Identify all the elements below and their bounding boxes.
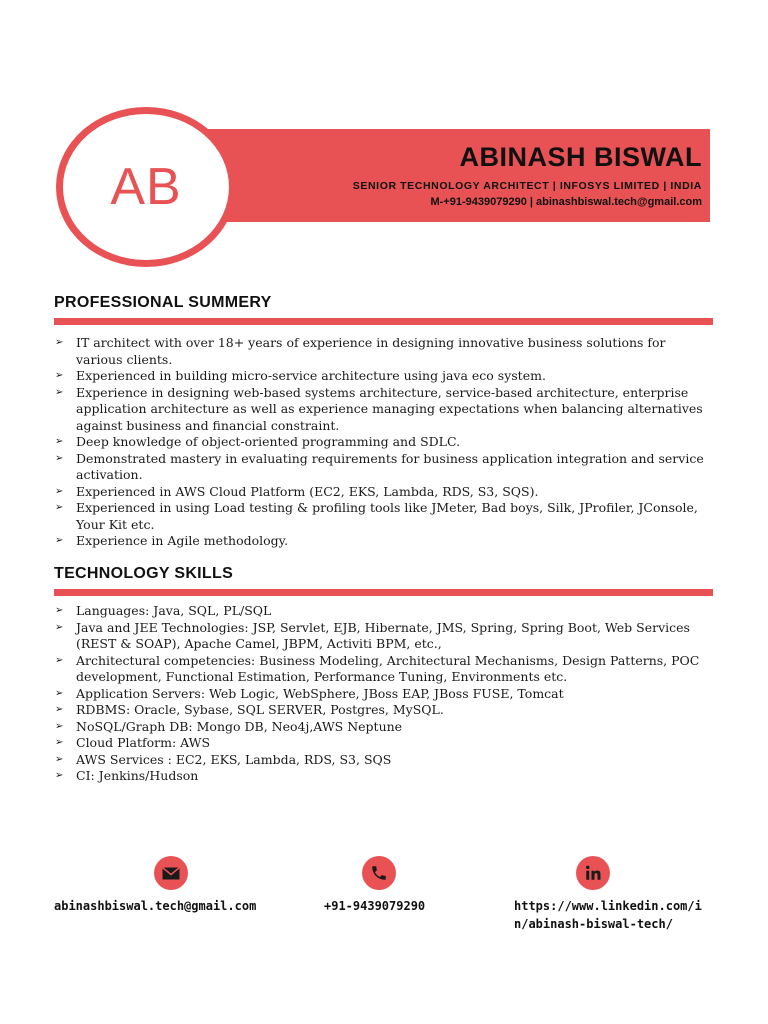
skills-heading: TECHNOLOGY SKILLS xyxy=(54,565,234,582)
bullet-item xyxy=(54,768,714,785)
arrow-bullet-icon: ➢ xyxy=(55,737,64,748)
bullet-text: IT architect with over 18+ years of experience in designing innovative business solutions for various clients. xyxy=(76,335,666,367)
bullet-text: Architectural competencies: Business Modeling, Architectural Mechanisms, Design Patterns, POC development, Functional Estimation, Performance Tuning, Environments etc. xyxy=(76,652,700,684)
bullet-text: Experienced in building micro-service architecture using java eco system. xyxy=(76,368,546,383)
arrow-bullet-icon: ➢ xyxy=(55,436,64,447)
arrow-bullet-icon: ➢ xyxy=(55,720,64,732)
bullet-text: Languages: Java, SQL, PL/SQL xyxy=(76,603,272,618)
bullet-text: Experience in Agile methodology. xyxy=(76,533,289,548)
bullet-text: Java and JEE Technologies: JSP, Servlet, EJB, Hibernate, JMS, Spring, Spring Boot, Web Services (REST & SOAP), Apache Camel, JBPM, Activiti BPM, etc., xyxy=(76,619,690,651)
bullet-item xyxy=(54,335,714,368)
footer-email[interactable]: abinashbiswal.tech@gmail.com xyxy=(54,899,257,913)
arrow-bullet-icon: ➢ xyxy=(55,621,64,633)
bullet-text: CI: Jenkins/Hudson xyxy=(76,768,199,783)
header-contact: M-+91-9439079290 | abinashbiswal.tech@gmail.com xyxy=(430,196,702,208)
summary-list xyxy=(54,335,714,550)
bullet-text: Deep knowledge of object-oriented programming and SDLC. xyxy=(76,434,461,449)
bullet-item xyxy=(54,620,714,653)
bullet-text: Application Servers: Web Logic, WebSphere, JBoss EAP, JBoss FUSE, Tomcat xyxy=(76,685,564,701)
arrow-bullet-icon: ➢ xyxy=(55,753,64,765)
bullet-item xyxy=(54,702,714,719)
envelope-icon xyxy=(154,856,188,890)
footer-phone[interactable]: +91-9439079290 xyxy=(324,899,426,913)
bullet-item xyxy=(54,434,714,451)
bullet-text: AWS Services : EC2, EKS, Lambda, RDS, S3, SQS xyxy=(76,751,392,767)
arrow-bullet-icon: ➢ xyxy=(55,386,64,398)
arrow-bullet-icon: ➢ xyxy=(55,770,64,781)
arrow-bullet-icon: ➢ xyxy=(55,452,64,464)
bullet-item xyxy=(54,603,714,620)
bullet-item xyxy=(54,719,714,736)
job-subtitle: SENIOR TECHNOLOGY ARCHITECT | INFOSYS LIMITED | INDIA xyxy=(352,180,702,192)
bullet-text: Experience in designing web-based systems architecture, service-based architecture, enterprise application architecture as well as experience managing expectations when balancing alternatives against business and financial constraint. xyxy=(76,384,703,433)
bullet-item xyxy=(54,451,714,484)
bullet-text: NoSQL/Graph DB: Mongo DB, Neo4j,AWS Neptune xyxy=(76,718,403,734)
arrow-bullet-icon: ➢ xyxy=(55,605,64,616)
arrow-bullet-icon: ➢ xyxy=(55,687,64,699)
arrow-bullet-icon: ➢ xyxy=(55,654,64,666)
bullet-text: Cloud Platform: AWS xyxy=(76,735,211,750)
footer-linkedin[interactable] xyxy=(514,897,702,933)
linkedin-url-line1: https://www.linkedin.com/i xyxy=(514,899,702,913)
monogram-initials: AB xyxy=(110,158,182,216)
arrow-bullet-icon: ➢ xyxy=(55,502,64,513)
monogram-circle xyxy=(56,107,236,267)
bullet-text: Experienced in using Load testing & profiling tools like JMeter, Bad boys, Silk, JProfiler, JConsole, Your Kit etc. xyxy=(76,500,698,532)
bullet-text: Experienced in AWS Cloud Platform (EC2, EKS, Lambda, RDS, S3, SQS). xyxy=(76,483,539,499)
arrow-bullet-icon: ➢ xyxy=(55,485,64,497)
bullet-text: RDBMS: Oracle, Sybase, SQL SERVER, Postgres, MySQL. xyxy=(76,702,444,717)
linkedin-url-line2: n/abinash-biswal-tech/ xyxy=(514,917,673,931)
bullet-item xyxy=(54,385,714,435)
bullet-item xyxy=(54,686,714,703)
arrow-bullet-icon: ➢ xyxy=(55,370,64,381)
bullet-item xyxy=(54,484,714,501)
arrow-bullet-icon: ➢ xyxy=(55,337,64,348)
bullet-item xyxy=(54,368,714,385)
bullet-item xyxy=(54,500,714,533)
bullet-item xyxy=(54,752,714,769)
bullet-item xyxy=(54,533,714,550)
bullet-item xyxy=(54,653,714,686)
bullet-item xyxy=(54,735,714,752)
phone-icon xyxy=(362,856,396,890)
skills-list xyxy=(54,603,714,785)
candidate-name: ABINASH BISWAL xyxy=(459,142,702,172)
summary-heading: PROFESSIONAL SUMMERY xyxy=(54,294,272,311)
skills-divider xyxy=(54,589,713,596)
bullet-text: Demonstrated mastery in evaluating requirements for business application integration and service activation. xyxy=(76,450,704,482)
summary-divider xyxy=(54,318,713,325)
linkedin-icon xyxy=(576,856,610,890)
arrow-bullet-icon: ➢ xyxy=(55,704,64,715)
arrow-bullet-icon: ➢ xyxy=(55,535,64,546)
